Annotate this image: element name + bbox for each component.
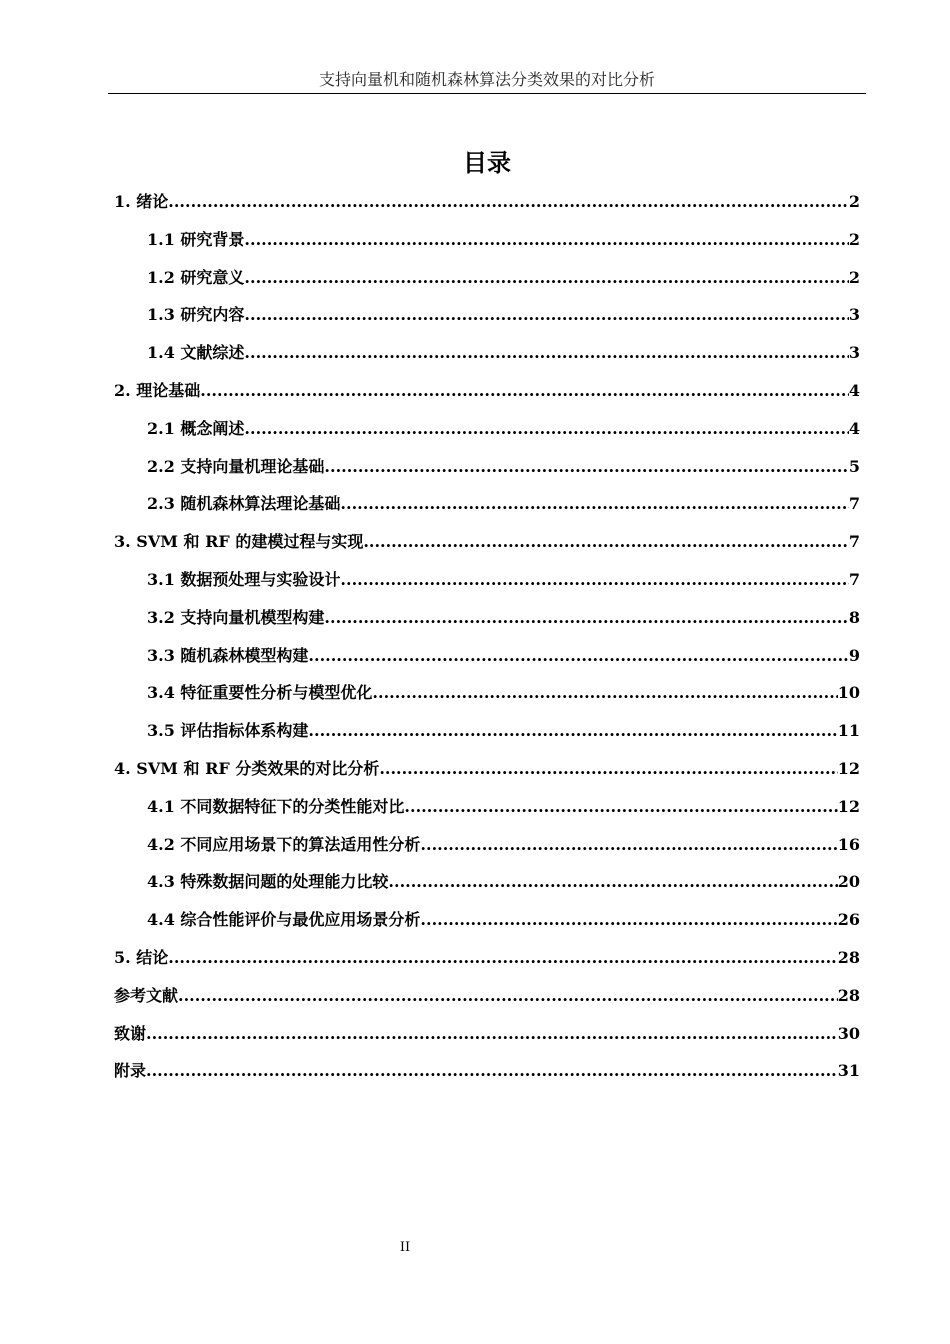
toc-entry-label: 5. 结论 (114, 947, 169, 967)
toc-entry-page-number: 12 (837, 796, 860, 816)
toc-section-entry[interactable] (114, 379, 860, 417)
toc-entry-page-number: 7 (848, 494, 860, 514)
toc-entry-page-number: 26 (837, 910, 860, 930)
toc-entry-page-number: 2 (848, 229, 860, 249)
toc-entry-label: 致谢 (114, 1023, 147, 1043)
toc-subsection-entry[interactable] (114, 455, 860, 493)
toc-subsection-entry[interactable] (114, 303, 860, 341)
toc-entry-page-number: 2 (848, 267, 860, 287)
toc-dot-leader (420, 908, 837, 932)
toc-entry-page-number: 31 (837, 1061, 860, 1081)
toc-dot-leader (388, 870, 837, 894)
table-of-contents (114, 190, 860, 1097)
toc-dot-leader (379, 757, 837, 781)
toc-entry-page-number: 5 (848, 456, 860, 476)
toc-entry-page-number: 16 (837, 834, 860, 854)
toc-entry-label: 3.1 数据预处理与实验设计 (147, 569, 341, 589)
toc-entry-label: 2.2 支持向量机理论基础 (147, 456, 325, 476)
toc-entry-label: 3.3 随机森林模型构建 (147, 645, 309, 665)
toc-entry-page-number: 3 (848, 343, 860, 363)
toc-entry-label: 4.3 特殊数据问题的处理能力比较 (147, 872, 389, 892)
toc-dot-leader (178, 984, 838, 1008)
toc-entry-page-number: 4 (848, 418, 860, 438)
toc-dot-leader (168, 190, 849, 214)
toc-dot-leader (244, 417, 848, 441)
toc-entry-page-number: 2 (848, 192, 860, 211)
toc-entry-page-number: 11 (837, 721, 860, 741)
toc-entry-page-number: 28 (837, 985, 860, 1005)
toc-entry-page-number: 7 (848, 532, 860, 552)
toc-entry-page-number: 10 (837, 683, 860, 703)
toc-entry-label: 4. SVM 和 RF 分类效果的对比分析 (114, 758, 380, 778)
toc-dot-leader (244, 266, 848, 290)
toc-entry-label: 1.3 研究内容 (147, 305, 245, 325)
toc-entry-label: 2. 理论基础 (114, 380, 201, 400)
toc-entry-label: 3.4 特征重要性分析与模型优化 (147, 683, 373, 703)
toc-section-entry[interactable] (114, 984, 860, 1022)
toc-entry-page-number: 3 (848, 305, 860, 325)
toc-dot-leader (404, 795, 837, 819)
toc-entry-page-number: 9 (848, 645, 860, 665)
page-number: II (399, 1240, 411, 1255)
toc-subsection-entry[interactable] (114, 833, 860, 871)
toc-section-entry[interactable] (114, 757, 860, 795)
toc-entry-label: 3.2 支持向量机模型构建 (147, 607, 325, 627)
toc-dot-leader (324, 455, 848, 479)
toc-entry-label: 4.1 不同数据特征下的分类性能对比 (147, 796, 405, 816)
toc-entry-label: 4.2 不同应用场景下的算法适用性分析 (147, 834, 421, 854)
toc-subsection-entry[interactable] (114, 908, 860, 946)
toc-entry-label: 3.5 评估指标体系构建 (147, 721, 309, 741)
toc-entry-label: 1. 绪论 (114, 192, 169, 211)
toc-dot-leader (168, 946, 837, 970)
toc-entry-label: 2.3 随机森林算法理论基础 (147, 494, 341, 514)
toc-subsection-entry[interactable] (114, 719, 860, 757)
header-divider (108, 93, 866, 94)
toc-entry-page-number: 20 (837, 872, 860, 892)
toc-dot-leader (340, 492, 848, 516)
toc-subsection-entry[interactable] (114, 795, 860, 833)
toc-dot-leader (372, 681, 837, 705)
toc-entry-label: 1.4 文献综述 (147, 343, 245, 363)
toc-subsection-entry[interactable] (114, 568, 860, 606)
toc-subsection-entry[interactable] (114, 606, 860, 644)
toc-entry-page-number: 30 (837, 1023, 860, 1043)
toc-entry-page-number: 12 (837, 758, 860, 778)
toc-entry-page-number: 4 (848, 380, 860, 400)
toc-section-entry[interactable] (114, 1022, 860, 1060)
toc-dot-leader (420, 833, 837, 857)
toc-subsection-entry[interactable] (114, 644, 860, 682)
toc-title: 目录 (463, 148, 511, 177)
toc-dot-leader (340, 568, 848, 592)
toc-entry-page-number: 8 (848, 607, 860, 627)
toc-section-entry[interactable] (114, 190, 860, 228)
toc-dot-leader (308, 719, 837, 743)
toc-section-entry[interactable] (114, 530, 860, 568)
toc-subsection-entry[interactable] (114, 417, 860, 455)
toc-subsection-entry[interactable] (114, 341, 860, 379)
toc-dot-leader (363, 530, 849, 554)
toc-subsection-entry[interactable] (114, 681, 860, 719)
toc-subsection-entry[interactable] (114, 228, 860, 266)
toc-dot-leader (244, 228, 848, 252)
toc-entry-label: 1.1 研究背景 (147, 229, 245, 249)
toc-dot-leader (244, 341, 848, 365)
toc-dot-leader (244, 303, 848, 327)
toc-entry-label: 3. SVM 和 RF 的建模过程与实现 (114, 532, 364, 552)
toc-dot-leader (200, 379, 849, 403)
toc-dot-leader (308, 644, 848, 668)
toc-entry-label: 参考文献 (114, 985, 179, 1005)
toc-entry-page-number: 28 (837, 947, 860, 967)
toc-dot-leader (146, 1059, 838, 1083)
toc-entry-label: 附录 (114, 1061, 147, 1081)
toc-dot-leader (324, 606, 848, 630)
toc-subsection-entry[interactable] (114, 266, 860, 304)
toc-entry-label: 1.2 研究意义 (147, 267, 245, 287)
toc-section-entry[interactable] (114, 1059, 860, 1097)
toc-entry-page-number: 7 (848, 569, 860, 589)
toc-entry-label: 4.4 综合性能评价与最优应用场景分析 (147, 910, 421, 930)
toc-entry-label: 2.1 概念阐述 (147, 418, 245, 438)
toc-subsection-entry[interactable] (114, 870, 860, 908)
toc-section-entry[interactable] (114, 946, 860, 984)
running-header-title: 支持向量机和随机森林算法分类效果的对比分析 (318, 70, 655, 89)
toc-subsection-entry[interactable] (114, 492, 860, 530)
toc-dot-leader (146, 1022, 838, 1046)
